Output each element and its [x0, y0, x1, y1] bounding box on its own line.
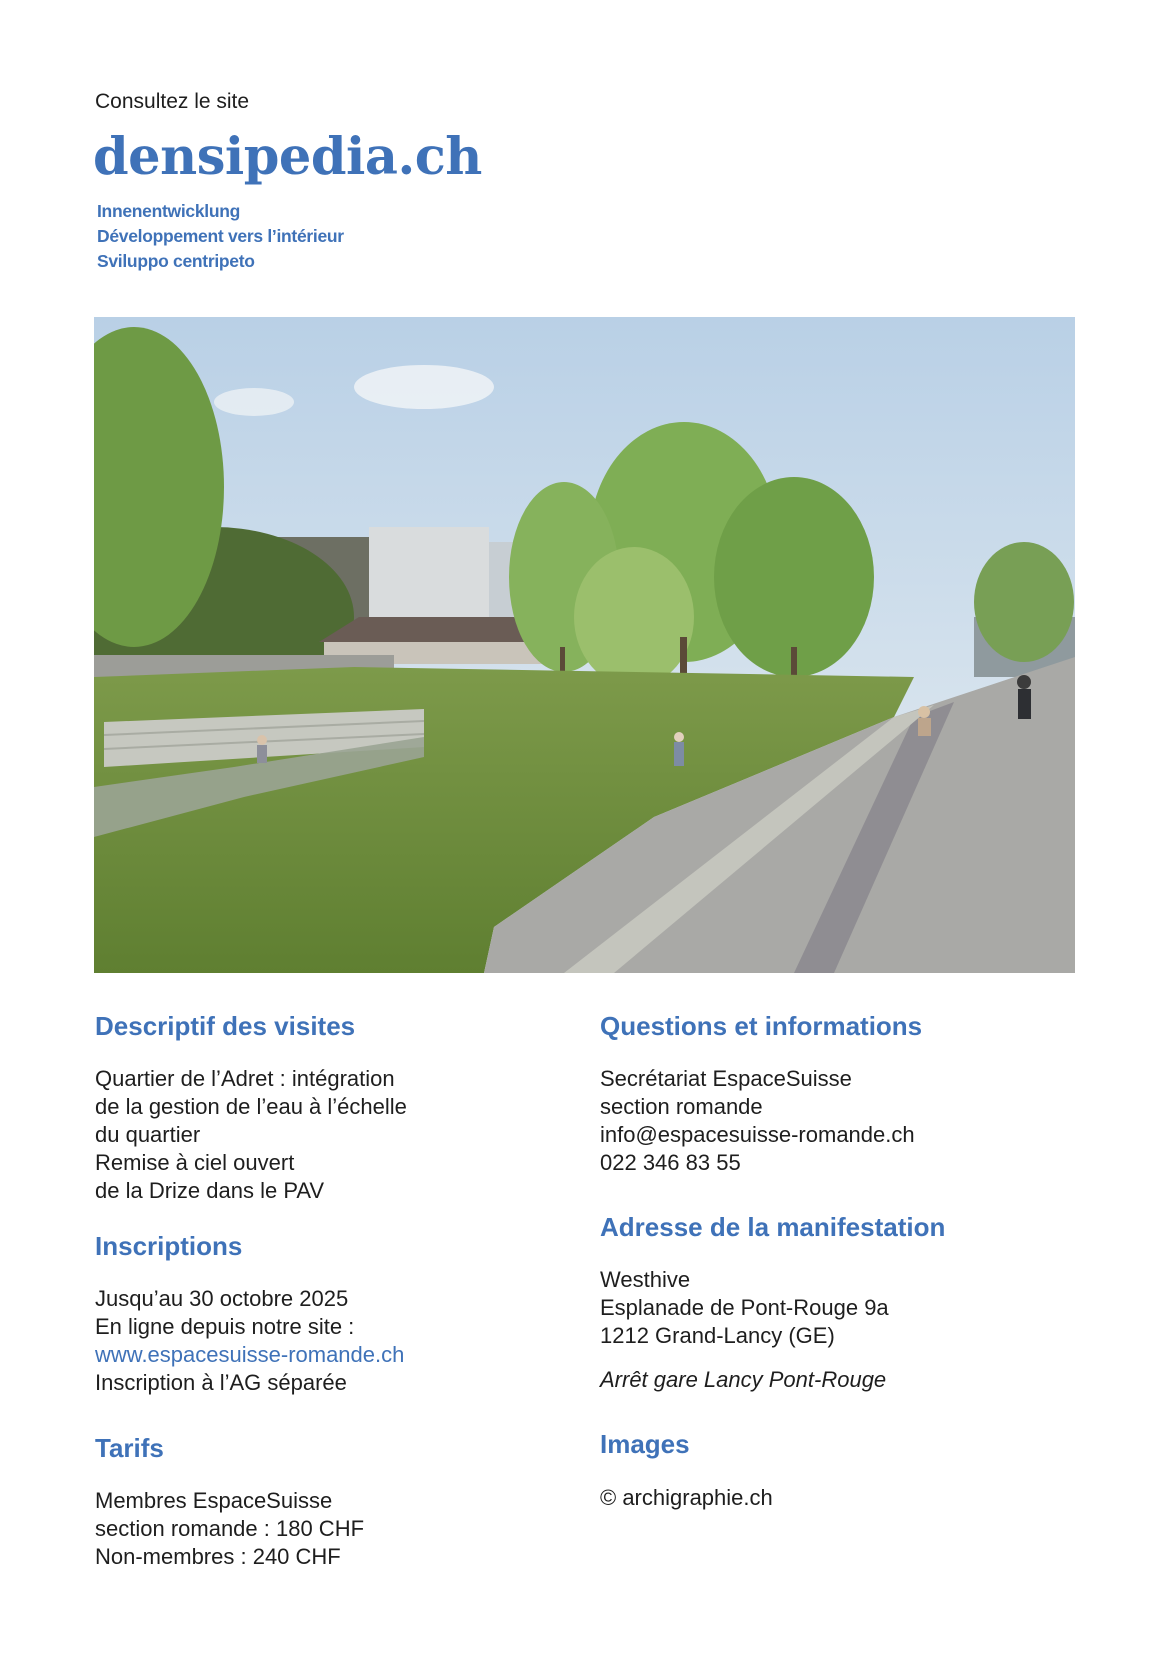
contact-phone[interactable]: 022 346 83 55 — [600, 1150, 741, 1175]
tarifs-line: Non-membres : 240 CHF — [95, 1544, 341, 1569]
station-text: Arrêt gare Lancy Pont-Rouge — [600, 1367, 887, 1392]
adresse-text — [600, 1266, 889, 1350]
inscriptions-heading: Inscriptions — [95, 1231, 243, 1261]
adresse-line: Westhive — [600, 1267, 691, 1292]
tarifs-line: Membres EspaceSuisse — [95, 1488, 333, 1513]
landscape-photo — [94, 317, 1075, 973]
tarifs-line: section romande : 180 CHF — [95, 1516, 365, 1541]
inscriptions-deadline: Jusqu’au 30 octobre 2025 — [95, 1286, 349, 1311]
adresse-line: 1212 Grand-Lancy (GE) — [600, 1323, 835, 1348]
adresse-heading: Adresse de la manifestation — [600, 1212, 946, 1242]
descriptif-line: du quartier — [95, 1122, 201, 1147]
questions-heading: Questions et informations — [600, 1011, 923, 1041]
questions-line: Secrétariat EspaceSuisse — [600, 1066, 852, 1091]
tagline-fr: Développement vers l’intérieur — [97, 226, 344, 246]
questions-line: section romande — [600, 1094, 763, 1119]
consult-text: Consultez le site — [95, 90, 250, 113]
questions-text — [600, 1065, 915, 1177]
inscriptions-text — [95, 1285, 404, 1397]
images-credit: © archigraphie.ch — [600, 1485, 773, 1510]
inscriptions-ag: Inscription à l’AG séparée — [95, 1370, 347, 1395]
descriptif-line: de la Drize dans le PAV — [95, 1178, 325, 1203]
tarifs-text — [95, 1487, 364, 1571]
inscriptions-online: En ligne depuis notre site : — [95, 1314, 355, 1339]
tarifs-heading: Tarifs — [95, 1433, 164, 1463]
descriptif-line: de la gestion de l’eau à l’échelle — [95, 1094, 407, 1119]
descriptif-text — [95, 1065, 407, 1205]
densipedia-logo[interactable]: densipedia.ch — [93, 127, 482, 187]
descriptif-line: Remise à ciel ouvert — [95, 1150, 295, 1175]
descriptif-line: Quartier de l’Adret : intégration — [95, 1066, 395, 1091]
adresse-line: Esplanade de Pont-Rouge 9a — [600, 1295, 889, 1320]
contact-email[interactable]: info@espacesuisse-romande.ch — [600, 1122, 915, 1147]
tagline-de: Innenentwicklung — [97, 201, 240, 221]
images-heading: Images — [600, 1429, 690, 1459]
espacesuisse-link[interactable]: www.espacesuisse-romande.ch — [95, 1342, 405, 1367]
tagline-it: Sviluppo centripeto — [97, 251, 255, 271]
descriptif-heading: Descriptif des visites — [95, 1011, 356, 1041]
